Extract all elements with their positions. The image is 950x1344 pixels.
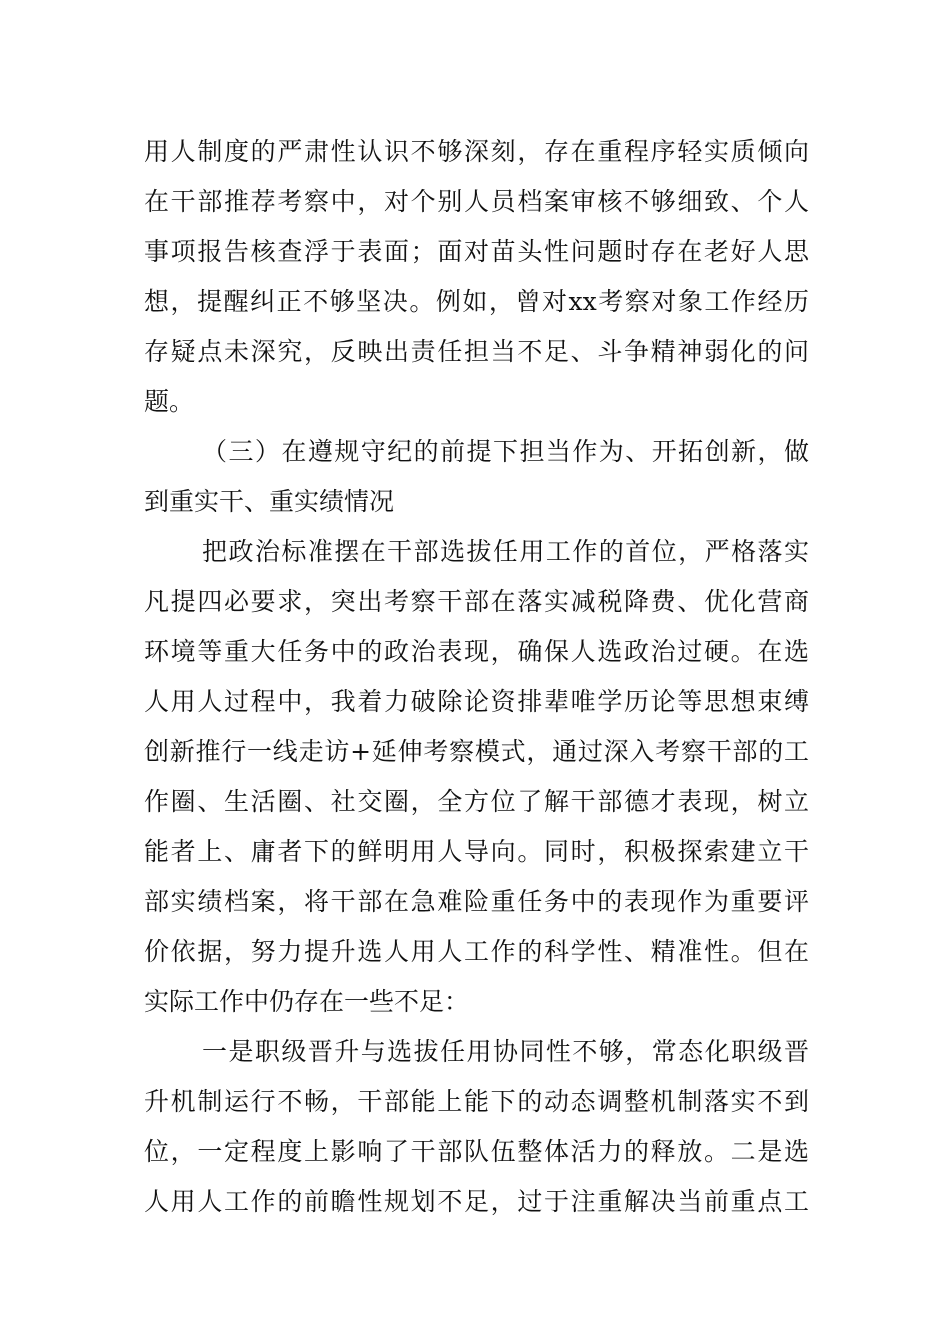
section-heading-line: 到重实干、重实绩情况: [144, 487, 395, 516]
paragraph-2-line: 能者上、庸者下的鲜明用人导向。同时，积极探索建立干: [144, 837, 809, 866]
paragraph-1-line: 用人制度的严肃性认识不够深刻，存在重程序轻实质倾向: [144, 137, 809, 166]
paragraph-3-line: 升机制运行不畅，干部能上能下的动态调整机制落实不到: [144, 1087, 809, 1116]
paragraph-2-line: 部实绩档案，将干部在急难险重任务中的表现作为重要评: [144, 887, 809, 916]
paragraph-3-line: 人用人工作的前瞻性规划不足，过于注重解决当前重点工: [144, 1187, 809, 1216]
paragraph-1-line: 存疑点未深究，反映出责任担当不足、斗争精神弱化的问: [144, 337, 809, 366]
paragraph-3-line: 位，一定程度上影响了干部队伍整体活力的释放。二是选: [144, 1137, 809, 1166]
paragraph-2-line: 环境等重大任务中的政治表现，确保人选政治过硬。在选: [144, 637, 809, 666]
paragraph-2-line: 凡提四必要求，突出考察干部在落实减税降费、优化营商: [144, 587, 809, 616]
section-heading-line: （三）在遵规守纪的前提下担当作为、开拓创新，做: [202, 437, 809, 466]
paragraph-2-line: 创新推行一线走访+延伸考察模式，通过深入考察干部的工: [144, 737, 809, 766]
paragraph-1-line: 事项报告核查浮于表面；面对苗头性问题时存在老好人思: [144, 237, 809, 266]
paragraph-2-line: 实际工作中仍存在一些不足：: [144, 987, 470, 1016]
paragraph-1-line: 题。: [144, 387, 195, 416]
paragraph-1-line: 在干部推荐考察中，对个别人员档案审核不够细致、个人: [144, 187, 809, 216]
paragraph-2-line: 把政治标准摆在干部选拔任用工作的首位，严格落实: [202, 537, 809, 566]
paragraph-2-line: 价依据，努力提升选人用人工作的科学性、精准性。但在: [144, 937, 809, 966]
paragraph-2-line: 人用人过程中，我着力破除论资排辈唯学历论等思想束缚: [144, 687, 809, 716]
paragraph-1-line: 想，提醒纠正不够坚决。例如，曾对xx考察对象工作经历: [144, 287, 809, 316]
paragraph-3-line: 一是职级晋升与选拔任用协同性不够，常态化职级晋: [202, 1037, 809, 1066]
paragraph-2-line: 作圈、生活圈、社交圈，全方位了解干部德才表现，树立: [144, 787, 809, 816]
